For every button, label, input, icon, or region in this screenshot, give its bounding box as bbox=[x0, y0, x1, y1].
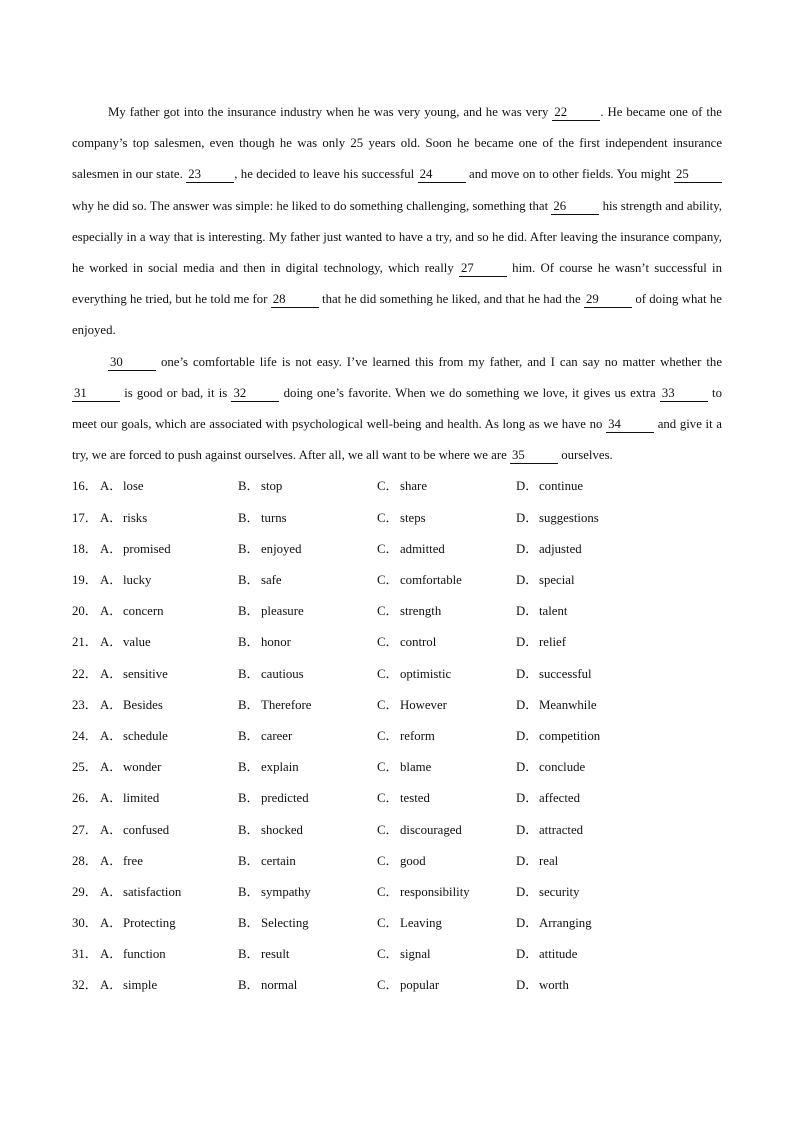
option-text: blame bbox=[400, 760, 432, 775]
option-b bbox=[238, 503, 377, 534]
blank-33: 33 bbox=[660, 385, 708, 402]
option-text: Leaving bbox=[400, 916, 442, 931]
option-c bbox=[377, 815, 516, 846]
blank-25: 25 bbox=[674, 166, 722, 183]
question-row bbox=[72, 815, 722, 846]
option-letter: B． bbox=[238, 479, 260, 494]
option-text: free bbox=[123, 853, 143, 868]
option-letter: B． bbox=[238, 760, 260, 775]
option-text: Arranging bbox=[539, 916, 592, 931]
blank-29: 29 bbox=[584, 291, 632, 308]
option-text: relief bbox=[539, 635, 566, 650]
question-row bbox=[72, 596, 722, 627]
option-text: successful bbox=[539, 666, 592, 681]
passage-text: , he decided to leave his successful bbox=[234, 167, 418, 182]
option-text: career bbox=[261, 728, 293, 743]
passage-text: of doing what he enjoyed. bbox=[72, 292, 722, 338]
option-a bbox=[100, 721, 238, 752]
option-b bbox=[238, 565, 377, 596]
option-text: attracted bbox=[539, 822, 584, 837]
option-d bbox=[516, 627, 666, 658]
option-letter: C． bbox=[377, 978, 399, 993]
question-number: 21． bbox=[72, 635, 98, 650]
option-text: competition bbox=[539, 728, 601, 743]
option-a bbox=[100, 970, 238, 1001]
option-d bbox=[516, 970, 666, 1001]
blank-24: 24 bbox=[418, 166, 466, 183]
option-letter: D． bbox=[516, 760, 539, 775]
question-number: 16． bbox=[72, 479, 98, 494]
option-letter: C． bbox=[377, 479, 399, 494]
option-c bbox=[377, 752, 516, 783]
option-d bbox=[516, 596, 666, 627]
option-c bbox=[377, 721, 516, 752]
option-text: schedule bbox=[123, 728, 168, 743]
option-letter: D． bbox=[516, 697, 539, 712]
passage-text: why he did so. The answer was simple: he liked to do something challenging, something that bbox=[72, 198, 552, 213]
option-letter: A． bbox=[100, 541, 123, 556]
option-text: lucky bbox=[123, 573, 152, 587]
option-text: Protecting bbox=[123, 916, 176, 931]
option-b bbox=[238, 877, 377, 908]
option-b bbox=[238, 939, 377, 970]
option-letter: C． bbox=[377, 604, 399, 619]
option-d bbox=[516, 752, 666, 783]
option-a bbox=[100, 471, 238, 502]
option-letter: A． bbox=[100, 978, 123, 993]
question-row bbox=[72, 690, 722, 721]
question-row bbox=[72, 627, 722, 658]
option-b bbox=[238, 908, 377, 939]
question-row bbox=[72, 471, 722, 502]
option-text: satisfaction bbox=[123, 884, 182, 899]
option-d bbox=[516, 659, 666, 690]
option-letter: D． bbox=[516, 728, 539, 743]
option-text: sympathy bbox=[261, 884, 311, 899]
option-text: explain bbox=[261, 760, 299, 775]
option-letter: C． bbox=[377, 760, 399, 775]
option-letter: A． bbox=[100, 853, 123, 868]
blank-22: 22 bbox=[552, 104, 600, 121]
question-row bbox=[72, 908, 722, 939]
option-text: value bbox=[123, 635, 151, 650]
passage-text: to meet our goals, which are associated with psychological well-being and health. As long as we have no bbox=[72, 385, 723, 432]
option-letter: D． bbox=[516, 479, 539, 494]
option-letter: D． bbox=[516, 822, 539, 837]
question-row bbox=[72, 877, 722, 908]
option-text: Selecting bbox=[261, 916, 309, 931]
option-letter: B． bbox=[238, 853, 260, 868]
option-text: suggestions bbox=[539, 510, 599, 525]
option-letter: B． bbox=[238, 791, 260, 806]
blank-31: 31 bbox=[72, 385, 120, 402]
option-letter: B． bbox=[238, 978, 260, 993]
blank-30: 30 bbox=[108, 354, 156, 371]
option-d bbox=[516, 908, 666, 939]
option-text: normal bbox=[261, 978, 298, 993]
option-b bbox=[238, 846, 377, 877]
option-text: adjusted bbox=[539, 541, 582, 556]
question-number: 29． bbox=[72, 884, 98, 899]
option-letter: A． bbox=[100, 573, 123, 587]
question-number: 23． bbox=[72, 697, 98, 712]
option-text: limited bbox=[123, 791, 160, 806]
passage-text: and give it a try, we are forced to push against ourselves. After all, we all want to be where we are bbox=[72, 417, 722, 463]
option-letter: A． bbox=[100, 635, 123, 650]
option-text: affected bbox=[539, 791, 580, 806]
question-number: 17． bbox=[72, 510, 98, 525]
option-letter: C． bbox=[377, 697, 399, 712]
question-row bbox=[72, 503, 722, 534]
option-letter: B． bbox=[238, 635, 260, 650]
question-row bbox=[72, 534, 722, 565]
option-text: worth bbox=[539, 978, 569, 993]
option-text: comfortable bbox=[400, 573, 462, 587]
option-text: Besides bbox=[123, 697, 163, 712]
option-b bbox=[238, 970, 377, 1001]
option-b bbox=[238, 783, 377, 814]
passage-text: ourselves. bbox=[558, 448, 613, 463]
question-row bbox=[72, 783, 722, 814]
option-letter: C． bbox=[377, 884, 399, 899]
option-text: signal bbox=[400, 947, 431, 962]
option-text: cautious bbox=[261, 666, 304, 681]
option-b bbox=[238, 690, 377, 721]
option-text: security bbox=[539, 884, 580, 899]
option-text: stop bbox=[261, 479, 283, 494]
option-text: certain bbox=[261, 853, 296, 868]
passage-text: him. Of course he wasn’t successful in everything he tried, but he told me for bbox=[72, 261, 722, 307]
option-text: predicted bbox=[261, 791, 309, 806]
question-row bbox=[72, 565, 722, 596]
question-row bbox=[72, 970, 722, 1001]
option-letter: B． bbox=[238, 822, 260, 837]
option-a bbox=[100, 565, 238, 596]
option-letter: A． bbox=[100, 666, 123, 681]
question-number: 25． bbox=[72, 760, 98, 775]
blank-34: 34 bbox=[606, 416, 654, 433]
option-c bbox=[377, 877, 516, 908]
question-row bbox=[72, 752, 722, 783]
option-letter: D． bbox=[516, 541, 539, 556]
option-text: pleasure bbox=[261, 604, 304, 619]
option-letter: A． bbox=[100, 822, 123, 837]
option-letter: D． bbox=[516, 916, 539, 931]
option-d bbox=[516, 471, 666, 502]
option-c bbox=[377, 534, 516, 565]
option-b bbox=[238, 659, 377, 690]
passage-paragraph-2 bbox=[72, 347, 722, 472]
option-letter: C． bbox=[377, 822, 399, 837]
question-number: 26． bbox=[72, 791, 98, 806]
question-row bbox=[72, 721, 722, 752]
option-a bbox=[100, 503, 238, 534]
option-d bbox=[516, 503, 666, 534]
option-letter: D． bbox=[516, 791, 539, 806]
option-a bbox=[100, 690, 238, 721]
option-d bbox=[516, 565, 666, 596]
blank-27: 27 bbox=[459, 260, 507, 277]
option-letter: C． bbox=[377, 853, 399, 868]
option-text: result bbox=[261, 947, 290, 962]
option-text: confused bbox=[123, 822, 170, 837]
option-letter: C． bbox=[377, 510, 399, 525]
option-letter: A． bbox=[100, 947, 123, 962]
question-number: 32． bbox=[72, 978, 98, 993]
option-a bbox=[100, 783, 238, 814]
option-text: real bbox=[539, 853, 559, 868]
option-c bbox=[377, 783, 516, 814]
blank-23: 23 bbox=[186, 166, 234, 183]
option-c bbox=[377, 596, 516, 627]
question-number: 28． bbox=[72, 853, 98, 868]
passage-text: his strength and ability, especially in a way that is interesting. My father just wanted to have a try, and so he did. After leaving the insurance company, he worked in social media and then in digital technology, which really bbox=[72, 198, 722, 276]
option-text: Meanwhile bbox=[539, 697, 597, 712]
question-number: 27． bbox=[72, 822, 98, 837]
option-letter: C． bbox=[377, 947, 399, 962]
option-letter: A． bbox=[100, 884, 123, 899]
option-b bbox=[238, 596, 377, 627]
option-text: wonder bbox=[123, 760, 162, 775]
option-d bbox=[516, 690, 666, 721]
option-text: responsibility bbox=[400, 884, 470, 899]
option-letter: C． bbox=[377, 635, 399, 650]
option-letter: A． bbox=[100, 697, 123, 712]
option-letter: B． bbox=[238, 947, 260, 962]
option-c bbox=[377, 471, 516, 502]
option-d bbox=[516, 783, 666, 814]
option-letter: A． bbox=[100, 916, 123, 931]
option-text: control bbox=[400, 635, 437, 650]
option-letter: C． bbox=[377, 541, 399, 556]
question-number: 18． bbox=[72, 541, 98, 556]
option-letter: A． bbox=[100, 791, 123, 806]
option-text: reform bbox=[400, 728, 435, 743]
option-b bbox=[238, 815, 377, 846]
option-text: steps bbox=[400, 510, 426, 525]
option-text: conclude bbox=[539, 760, 586, 775]
exam-page bbox=[72, 97, 722, 1002]
option-d bbox=[516, 846, 666, 877]
passage-text: that he did something he liked, and that he had the bbox=[318, 292, 585, 307]
option-text: admitted bbox=[400, 541, 445, 556]
option-b bbox=[238, 534, 377, 565]
question-number: 30． bbox=[72, 916, 98, 931]
option-text: concern bbox=[123, 604, 164, 619]
option-text: tested bbox=[400, 791, 430, 806]
option-letter: C． bbox=[377, 573, 399, 587]
option-letter: D． bbox=[516, 666, 539, 681]
option-letter: B． bbox=[238, 884, 260, 899]
option-letter: D． bbox=[516, 978, 539, 993]
option-text: continue bbox=[539, 479, 584, 494]
question-row bbox=[72, 846, 722, 877]
option-text: share bbox=[400, 479, 427, 494]
option-a bbox=[100, 877, 238, 908]
option-a bbox=[100, 815, 238, 846]
option-a bbox=[100, 752, 238, 783]
option-c bbox=[377, 503, 516, 534]
option-text: function bbox=[123, 947, 166, 962]
option-d bbox=[516, 721, 666, 752]
passage-text: is good or bad, it is bbox=[120, 385, 232, 400]
passage-text: one’s comfortable life is not easy. I’ve learned this from my father, and I can say no matter whether the bbox=[156, 354, 722, 369]
option-text: sensitive bbox=[123, 666, 168, 681]
passage-paragraph-1 bbox=[72, 97, 722, 347]
option-c bbox=[377, 627, 516, 658]
option-letter: B． bbox=[238, 604, 260, 619]
question-options-list bbox=[72, 471, 722, 1001]
option-letter: C． bbox=[377, 916, 399, 931]
option-c bbox=[377, 659, 516, 690]
option-text: promised bbox=[123, 541, 171, 556]
option-text: good bbox=[400, 853, 426, 868]
option-a bbox=[100, 846, 238, 877]
option-letter: D． bbox=[516, 884, 539, 899]
option-text: honor bbox=[261, 635, 291, 650]
option-letter: B． bbox=[238, 573, 260, 587]
option-letter: B． bbox=[238, 541, 260, 556]
option-d bbox=[516, 939, 666, 970]
option-letter: A． bbox=[100, 728, 123, 743]
option-text: risks bbox=[123, 510, 148, 525]
question-number: 22． bbox=[72, 666, 98, 681]
option-letter: A． bbox=[100, 479, 123, 494]
option-b bbox=[238, 721, 377, 752]
option-d bbox=[516, 815, 666, 846]
option-letter: B． bbox=[238, 916, 260, 931]
option-text: safe bbox=[261, 573, 282, 587]
option-letter: B． bbox=[238, 728, 260, 743]
option-text: special bbox=[539, 573, 575, 587]
option-a bbox=[100, 627, 238, 658]
option-text: shocked bbox=[261, 822, 303, 837]
option-a bbox=[100, 939, 238, 970]
question-number: 20． bbox=[72, 604, 98, 619]
option-text: strength bbox=[400, 604, 442, 619]
option-letter: C． bbox=[377, 666, 399, 681]
option-a bbox=[100, 534, 238, 565]
option-text: Therefore bbox=[261, 697, 312, 712]
option-letter: C． bbox=[377, 791, 399, 806]
passage-text: . He became one of the company’s top salesmen, even though he was only 25 years old. Soon he became one of the first independent insurance salesmen in our state. bbox=[72, 105, 722, 182]
option-d bbox=[516, 877, 666, 908]
option-text: enjoyed bbox=[261, 541, 302, 556]
passage-text: My father got into the insurance industry when he was very young, and he was very bbox=[108, 105, 553, 119]
option-d bbox=[516, 534, 666, 565]
option-text: However bbox=[400, 697, 447, 712]
question-number: 24． bbox=[72, 728, 98, 743]
option-text: turns bbox=[261, 510, 287, 525]
question-number: 31． bbox=[72, 947, 98, 962]
option-letter: B． bbox=[238, 510, 260, 525]
blank-32: 32 bbox=[231, 385, 279, 402]
option-letter: D． bbox=[516, 510, 539, 525]
option-text: popular bbox=[400, 978, 440, 993]
option-text: lose bbox=[123, 479, 144, 494]
option-letter: D． bbox=[516, 573, 539, 587]
option-text: discouraged bbox=[400, 822, 462, 837]
blank-26: 26 bbox=[551, 198, 599, 215]
option-b bbox=[238, 752, 377, 783]
question-row bbox=[72, 659, 722, 690]
option-a bbox=[100, 659, 238, 690]
option-b bbox=[238, 627, 377, 658]
option-a bbox=[100, 908, 238, 939]
option-c bbox=[377, 970, 516, 1001]
option-text: optimistic bbox=[400, 666, 452, 681]
option-letter: D． bbox=[516, 947, 539, 962]
option-letter: A． bbox=[100, 760, 123, 775]
blank-28: 28 bbox=[271, 291, 319, 308]
option-c bbox=[377, 565, 516, 596]
option-letter: D． bbox=[516, 604, 539, 619]
option-letter: C． bbox=[377, 728, 399, 743]
option-letter: A． bbox=[100, 510, 123, 525]
option-letter: D． bbox=[516, 635, 539, 650]
option-c bbox=[377, 846, 516, 877]
passage-text: and move on to other fields. You might bbox=[465, 167, 674, 182]
option-text: talent bbox=[539, 604, 568, 619]
passage-text: doing one’s favorite. When we do something we love, it gives us extra bbox=[279, 385, 660, 400]
option-letter: A． bbox=[100, 604, 123, 619]
option-letter: D． bbox=[516, 853, 539, 868]
option-letter: B． bbox=[238, 697, 260, 712]
option-a bbox=[100, 596, 238, 627]
question-row bbox=[72, 939, 722, 970]
option-text: simple bbox=[123, 978, 158, 993]
option-c bbox=[377, 908, 516, 939]
question-number: 19． bbox=[72, 573, 98, 587]
option-c bbox=[377, 690, 516, 721]
option-letter: B． bbox=[238, 666, 260, 681]
option-c bbox=[377, 939, 516, 970]
option-b bbox=[238, 471, 377, 502]
blank-35: 35 bbox=[510, 447, 558, 464]
option-text: attitude bbox=[539, 947, 578, 962]
